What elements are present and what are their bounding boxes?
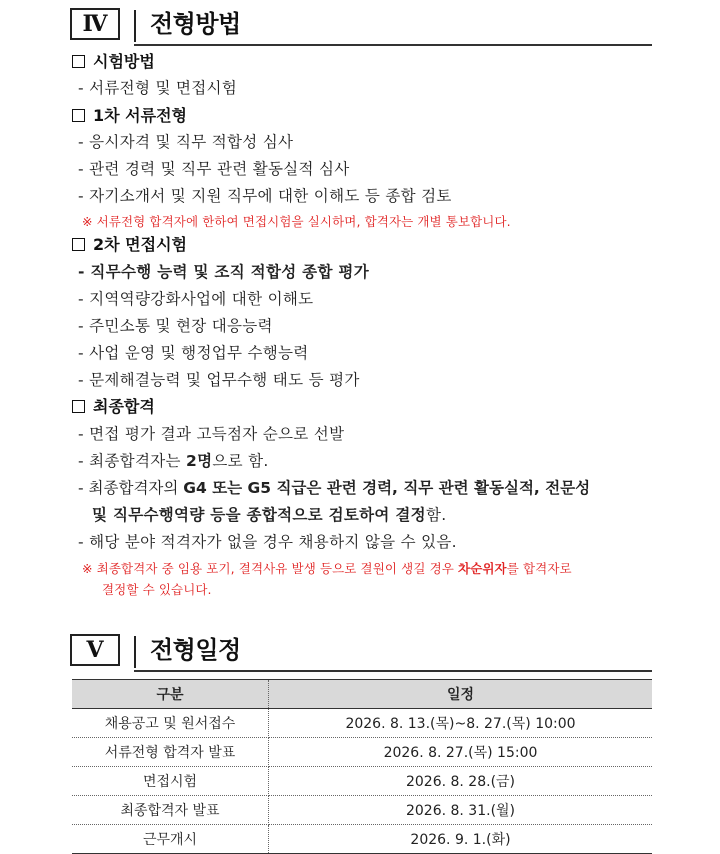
notice-text: ※ 서류전형 합격자에 한하여 면접시험을 실시하며, 합격자는 개별 통보합니다. [82, 214, 511, 229]
list-item: - 해당 분야 적격자가 없을 경우 채용하지 않을 수 있음. [78, 533, 457, 551]
checkbox-square-icon [72, 400, 85, 413]
section-4-title: 전형방법 [150, 10, 241, 38]
list-item: - 최종합격자의 G4 또는 G5 직급은 관련 경력, 직무 관련 활동실적, 전문성 [78, 479, 591, 497]
table-row [72, 767, 652, 796]
table-row [72, 796, 652, 825]
table-cell-category: 면접시험 [72, 767, 269, 796]
table-cell-category: 최종합격자 발표 [72, 796, 269, 825]
list-item: - 문제해결능력 및 업무수행 태도 등 평가 [78, 371, 360, 389]
column-header-schedule: 일정 [269, 680, 653, 709]
subsection-heading: 최종합격 [72, 397, 155, 417]
header-underline [134, 44, 652, 46]
table-cell-category: 서류전형 합격자 발표 [72, 738, 269, 767]
table-header-row [72, 680, 652, 709]
header-divider [134, 10, 136, 42]
table-cell-category: 근무개시 [72, 825, 269, 854]
table-cell-schedule: 2026. 8. 27.(목) 15:00 [269, 738, 653, 767]
table-row [72, 825, 652, 854]
header-divider [134, 636, 136, 668]
table-row [72, 738, 652, 767]
schedule-table [72, 680, 652, 854]
list-item: - 서류전형 및 면접시험 [78, 79, 238, 97]
table-cell-schedule: 2026. 8. 31.(월) [269, 796, 653, 825]
notice-text: ※ 최종합격자 중 임용 포기, 결격사유 발생 등으로 결원이 생길 경우 차순위자를 합격자로 [82, 561, 572, 576]
table-cell-category: 채용공고 및 원서접수 [72, 709, 269, 738]
subsection-heading: 2차 면접시험 [72, 235, 187, 255]
table-cell-schedule: 2026. 8. 13.(목)~8. 27.(목) 10:00 [269, 709, 653, 738]
list-item: - 주민소통 및 현장 대응능력 [78, 317, 273, 335]
subsection-heading: 1차 서류전형 [72, 106, 187, 126]
section-5-numeral: Ⅴ [70, 634, 120, 666]
checkbox-square-icon [72, 109, 85, 122]
column-header-category: 구분 [72, 680, 269, 709]
section-5-title: 전형일정 [150, 636, 241, 664]
list-item: - 응시자격 및 직무 적합성 심사 [78, 133, 294, 151]
list-item: - 최종합격자는 2명으로 함. [78, 452, 269, 470]
table-cell-schedule: 2026. 9. 1.(화) [269, 825, 653, 854]
header-underline [134, 670, 652, 672]
checkbox-square-icon [72, 238, 85, 251]
section-4-header [70, 8, 652, 44]
list-item: - 지역역량강화사업에 대한 이해도 [78, 290, 314, 308]
list-item: - 직무수행 능력 및 조직 적합성 종합 평가 [78, 263, 369, 281]
notice-text-continuation: 결정할 수 있습니다. [102, 582, 212, 597]
checkbox-square-icon [72, 55, 85, 68]
list-item: - 면접 평가 결과 고득점자 순으로 선발 [78, 425, 345, 443]
section-5-header [70, 634, 652, 670]
table-cell-schedule: 2026. 8. 28.(금) [269, 767, 653, 796]
list-item: - 자기소개서 및 지원 직무에 대한 이해도 등 종합 검토 [78, 187, 452, 205]
list-item-continuation: 및 직무수행역량 등을 종합적으로 검토하여 결정함. [92, 506, 447, 524]
table-row [72, 709, 652, 738]
section-4-numeral: Ⅳ [70, 8, 120, 40]
subsection-heading: 시험방법 [72, 52, 155, 72]
list-item: - 관련 경력 및 직무 관련 활동실적 심사 [78, 160, 350, 178]
list-item: - 사업 운영 및 행정업무 수행능력 [78, 344, 309, 362]
